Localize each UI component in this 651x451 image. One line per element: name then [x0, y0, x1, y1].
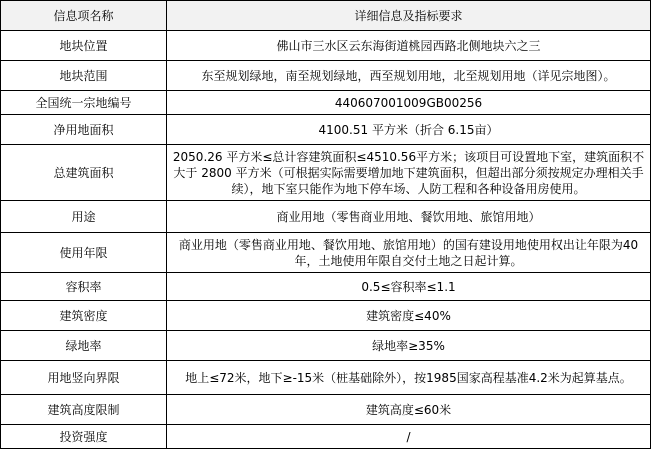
row-value: 地上≤72米，地下≥-15米（桩基础除外），按1985国家高程基准4.2米为起算基点。 — [167, 361, 651, 395]
table-row-density — [1, 301, 651, 331]
row-value: 东至规划绿地，南至规划绿地，西至规划用地，北至规划用地（详见宗地图）。 — [167, 61, 651, 91]
row-label: 总建筑面积 — [1, 145, 167, 201]
table-row-boundary — [1, 61, 651, 91]
row-value: 佛山市三水区云东海街道桃园西路北侧地块六之三 — [167, 31, 651, 61]
row-value: / — [167, 425, 651, 449]
table-row-total-floor-area — [1, 145, 651, 201]
row-value: 4100.51 平方米（折合 6.15亩） — [167, 115, 651, 145]
row-value: 0.5≤容积率≤1.1 — [167, 273, 651, 301]
row-label: 用途 — [1, 201, 167, 233]
row-value: 商业用地（零售商业用地、餐饮用地、旅馆用地） — [167, 201, 651, 233]
table-row-height-limit — [1, 395, 651, 425]
row-value: 建筑密度≤40% — [167, 301, 651, 331]
row-value: 440607001009GB00256 — [167, 91, 651, 115]
table-row-vertical-limit — [1, 361, 651, 395]
row-label: 净用地面积 — [1, 115, 167, 145]
table-row-investment — [1, 425, 651, 449]
row-label: 容积率 — [1, 273, 167, 301]
row-label: 全国统一宗地编号 — [1, 91, 167, 115]
row-label: 绿地率 — [1, 331, 167, 361]
table-header-row — [1, 1, 651, 31]
table-row-term — [1, 233, 651, 273]
row-value: 绿地率≥35% — [167, 331, 651, 361]
row-label: 建筑密度 — [1, 301, 167, 331]
row-label: 用地竖向界限 — [1, 361, 167, 395]
table-row-parcel-code — [1, 91, 651, 115]
row-label: 使用年限 — [1, 233, 167, 273]
row-value: 商业用地（零售商业用地、餐饮用地、旅馆用地）的国有建设用地使用权出让年限为40年，土地使用年限自交付土地之日起计算。 — [167, 233, 651, 273]
table-row-usage — [1, 201, 651, 233]
table-row-net-area — [1, 115, 651, 145]
row-label: 地块位置 — [1, 31, 167, 61]
row-label: 地块范围 — [1, 61, 167, 91]
table-row-far — [1, 273, 651, 301]
row-value: 2050.26 平方米≤总计容建筑面积≤4510.56平方米；该项目可设置地下室，建筑面积不大于 2800 平方米（可根据实际需要增加地下建筑面积，但超出部分须按规定办理相关手续），地下室只能作为地下停车场、人防工程和各种设备用房使用。 — [167, 145, 651, 201]
row-label: 建筑高度限制 — [1, 395, 167, 425]
table-row-green-ratio — [1, 331, 651, 361]
header-label-cell: 信息项名称 — [1, 1, 167, 31]
row-label: 投资强度 — [1, 425, 167, 449]
table-row-location — [1, 31, 651, 61]
row-value: 建筑高度≤60米 — [167, 395, 651, 425]
header-value-cell: 详细信息及指标要求 — [167, 1, 651, 31]
